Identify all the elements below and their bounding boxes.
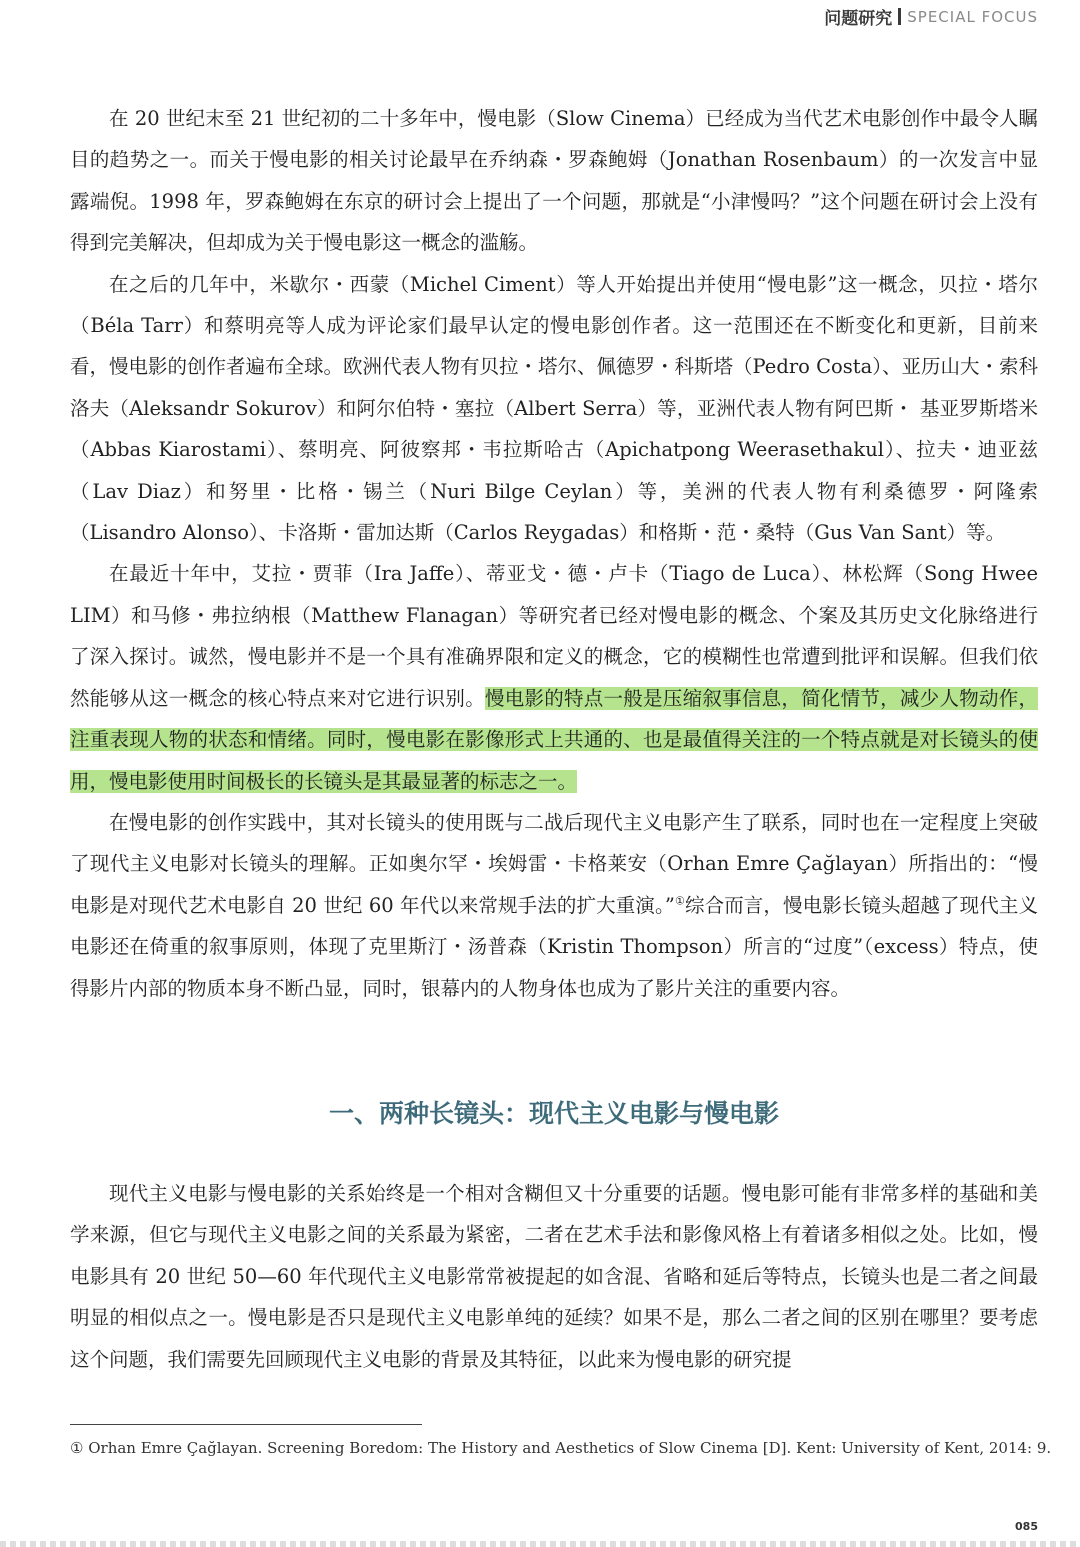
section-heading: 一、两种长镜头：现代主义电影与慢电影 <box>328 1099 779 1128</box>
paragraph-1: 在 20 世纪末至 21 世纪初的二十多年中，慢电影（Slow Cinema）已经成为当代艺术电影创作中最令人瞩目的趋势之一。而关于慢电影的相关讨论最早在乔纳森・罗森鲍姆（Jonathan Rosenbaum）的一次发言中显露端倪。1998 年，罗森鲍姆在东京的研讨会上提出了一个问题，那就是“小津慢吗？”这个问题在研讨会上没有得到完美解决，但却成为关于慢电影这一概念的滥觞。 <box>70 107 1038 255</box>
highlighted-passage[interactable]: 慢电影的特点一般是压缩叙事信息，简化情节，减少人物动作，注重表现人物的状态和情绪。同时，慢电影在影像形式上共通的、也是最值得关注的一个特点就是对长镜头的使用，慢电影使用时间极长的长镜头是其最显著的标志之一。 <box>70 686 1038 793</box>
running-header <box>824 4 1038 29</box>
header-section-en: SPECIAL FOCUS <box>907 7 1038 26</box>
section-paragraph-1: 现代主义电影与慢电影的关系始终是一个相对含糊但又十分重要的话题。慢电影可能有非常多样的基础和美学来源，但它与现代主义电影之间的关系最为紧密，二者在艺术手法和影像风格上有着诸多相似之处。比如，慢电影具有 20 世纪 50—60 年代现代主义电影常常被提起的如含混、省略和延后等特点，长镜头也是二者之间最明显的相似点之一。慢电影是否只是现代主义电影单纯的延续？如果不是，那么二者之间的区别在哪里？要考虑这个问题，我们需要先回顾现代主义电影的背景及其特征，以此来为慢电影的研究提 <box>70 1182 1038 1371</box>
footnote-reference[interactable]: ① <box>674 894 685 908</box>
paragraph-4-text-after: 综合而言，慢电影长镜头超越了现代主义电影还在倚重的叙事原则，体现了克里斯汀・汤普森（Kristin Thompson）所言的“过度”（excess）特点，使得影片内部的物质本身不断凸显，同时，银幕内的人物身体也成为了影片关注的重要内容。 <box>70 893 1038 1000</box>
footnote-divider <box>70 1424 422 1425</box>
footnote-marker: ① <box>70 1439 84 1457</box>
page-number: 085 <box>1015 1520 1038 1533</box>
paragraph-2: 在之后的几年中，米歇尔・西蒙（Michel Ciment）等人开始提出并使用“慢电影”这一概念，贝拉・塔尔（Béla Tarr）和蔡明亮等人成为评论家们最早认定的慢电影创作者。这一范围还在不断变化和更新，目前来看，慢电影的创作者遍布全球。欧洲代表人物有贝拉・塔尔、佩德罗・科斯塔（Pedro Costa）、亚历山大・索科洛夫（Aleksandr Sokurov）和阿尔伯特・塞拉（Albert Serra）等，亚洲代表人物有阿巴斯・ 基亚罗斯塔米（Abbas Kiarostami）、蔡明亮、阿彼察邦・韦拉斯哈古（Apichatpong Weerasethakul）、拉夫・迪亚兹（Lav Diaz）和努里・比格・锡兰（Nuri Bilge Ceylan）等，美洲的代表人物有利桑德罗・阿隆索（Lisandro Alonso）、卡洛斯・雷加达斯（Carlos Reygadas）和格斯・范・桑特（Gus Van Sant）等。 <box>70 272 1038 545</box>
paragraph-3-text: 在最近十年中，艾拉・贾菲（Ira Jaffe）、蒂亚戈・德・卢卡（Tiago de Luca）、林松辉（Song Hwee LIM）和马修・弗拉纳根（Matthew Flanagan）等研究者已经对慢电影的概念、个案及其历史文化脉络进行了深入探讨。诚然，慢电影并不是一个具有准确界限和定义的概念，它的模糊性也常遭到批评和误解。但我们依然能够从这一概念的核心特点来对它进行识别。 <box>70 562 1038 710</box>
header-section-cn: 问题研究 <box>824 9 893 29</box>
paragraph-4-text: 在慢电影的创作实践中，其对长镜头的使用既与二战后现代主义电影产生了联系，同时也在一定程度上突破了现代主义电影对长镜头的理解。正如奥尔罕・埃姆雷・卡格莱安（Orhan Emre Çağlayan）所指出的：“慢电影是对现代艺术电影自 20 世纪 60 年代以来常规手法的扩大重演。” <box>70 810 1038 917</box>
paragraph-3 <box>70 553 1038 801</box>
paragraph-4 <box>70 802 1038 1009</box>
article-body <box>70 98 1038 1009</box>
footnote-text: Orhan Emre Çağlayan. Screening Boredom: The History and Aesthetics of Slow Cinema [D]. Kent: University of Kent, 2014: 9. <box>88 1439 1052 1457</box>
footnote <box>70 1436 1052 1460</box>
scan-edge-decoration <box>0 1541 1080 1547</box>
header-divider <box>898 8 901 25</box>
section-body <box>70 1173 1038 1380</box>
